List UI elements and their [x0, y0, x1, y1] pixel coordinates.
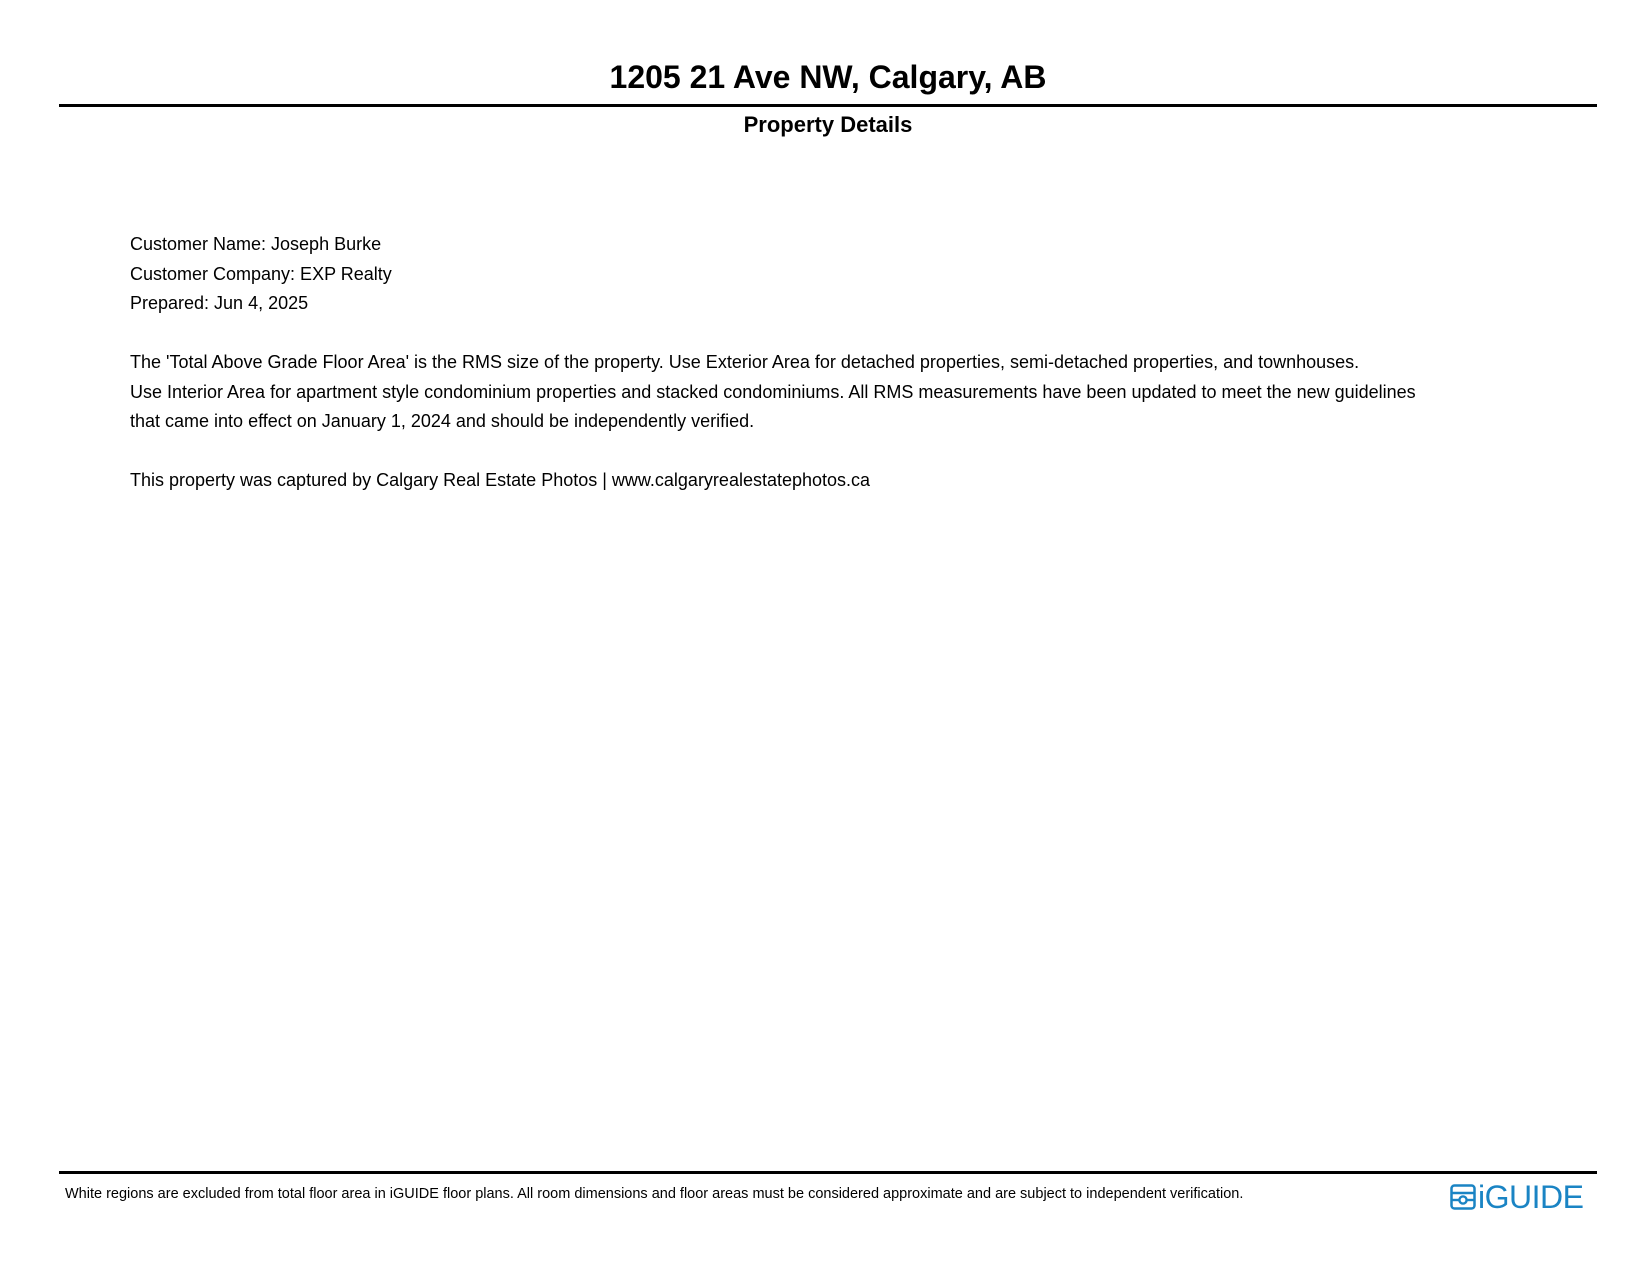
footer-disclaimer: White regions are excluded from total floor area in iGUIDE floor plans. All room dimensions and floor areas must be considered approximate and are subject to independent verification.: [65, 1186, 1244, 1202]
iguide-logo: [1450, 1180, 1583, 1214]
footer-divider: [59, 1171, 1597, 1174]
customer-company: Customer Company: EXP Realty: [130, 263, 392, 284]
spacer: [130, 319, 1550, 349]
iguide-logo-icon: [1450, 1184, 1476, 1210]
notice-line-3: that came into effect on January 1, 2024 and should be independently verified.: [130, 411, 755, 431]
prepared-date: Prepared: Jun 4, 2025: [130, 293, 309, 313]
spacer: [130, 437, 1550, 467]
capture-credit: This property was captured by Calgary Real Estate Photos | www.calgaryrealestatephotos.ca: [130, 470, 871, 490]
page-title: 1205 21 Ave NW, Calgary, AB: [609, 59, 1047, 95]
title-divider: [59, 104, 1597, 107]
details-section: [130, 230, 1550, 496]
page-subtitle: Property Details: [743, 112, 913, 137]
iguide-logo-text: iGUIDE: [1478, 1179, 1584, 1215]
notice-line-1: The 'Total Above Grade Floor Area' is the RMS size of the property. Use Exterior Area for detached properties, semi-detached properties, and townhouses.: [130, 352, 1360, 372]
customer-name: Customer Name: Joseph Burke: [130, 234, 382, 254]
notice-line-2: Use Interior Area for apartment style condominium properties and stacked condominiums. All RMS measurements have been updated to meet the new guidelines: [130, 381, 1416, 402]
